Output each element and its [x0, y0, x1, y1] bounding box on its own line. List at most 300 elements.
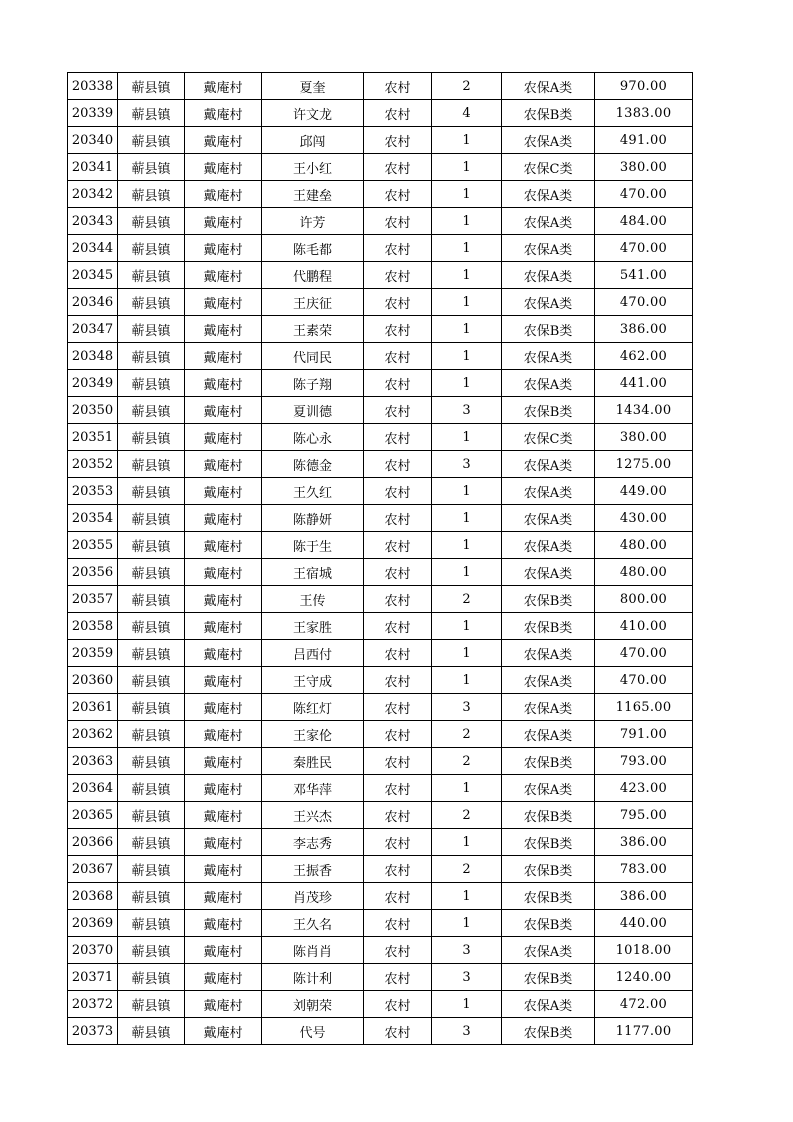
category-cell: 农保A类 [502, 73, 595, 100]
village-cell: 戴庵村 [185, 316, 262, 343]
record-id-cell: 20343 [68, 208, 118, 235]
table-row [68, 100, 693, 127]
amount-cell: 800.00 [595, 586, 693, 613]
town-cell: 蕲县镇 [118, 856, 185, 883]
village-cell: 戴庵村 [185, 208, 262, 235]
area-type-cell: 农村 [364, 532, 432, 559]
table-row [68, 721, 693, 748]
area-type-cell: 农村 [364, 289, 432, 316]
category-cell: 农保A类 [502, 937, 595, 964]
amount-cell: 380.00 [595, 424, 693, 451]
table-row [68, 208, 693, 235]
household-count-cell: 2 [432, 856, 502, 883]
area-type-cell: 农村 [364, 181, 432, 208]
amount-cell: 441.00 [595, 370, 693, 397]
village-cell: 戴庵村 [185, 586, 262, 613]
area-type-cell: 农村 [364, 73, 432, 100]
name-cell: 王家胜 [262, 613, 364, 640]
table-row [68, 505, 693, 532]
table-row [68, 235, 693, 262]
village-cell: 戴庵村 [185, 667, 262, 694]
name-cell: 王久名 [262, 910, 364, 937]
town-cell: 蕲县镇 [118, 748, 185, 775]
village-cell: 戴庵村 [185, 694, 262, 721]
record-id-cell: 20342 [68, 181, 118, 208]
name-cell: 秦胜民 [262, 748, 364, 775]
record-id-cell: 20360 [68, 667, 118, 694]
village-cell: 戴庵村 [185, 748, 262, 775]
table-row [68, 451, 693, 478]
household-count-cell: 1 [432, 775, 502, 802]
amount-cell: 470.00 [595, 235, 693, 262]
household-count-cell: 1 [432, 316, 502, 343]
household-count-cell: 1 [432, 235, 502, 262]
town-cell: 蕲县镇 [118, 181, 185, 208]
category-cell: 农保A类 [502, 991, 595, 1018]
village-cell: 戴庵村 [185, 424, 262, 451]
name-cell: 陈子翔 [262, 370, 364, 397]
area-type-cell: 农村 [364, 397, 432, 424]
table-row [68, 154, 693, 181]
record-id-cell: 20349 [68, 370, 118, 397]
area-type-cell: 农村 [364, 100, 432, 127]
amount-cell: 430.00 [595, 505, 693, 532]
town-cell: 蕲县镇 [118, 1018, 185, 1045]
category-cell: 农保A类 [502, 559, 595, 586]
household-count-cell: 4 [432, 100, 502, 127]
category-cell: 农保A类 [502, 478, 595, 505]
area-type-cell: 农村 [364, 748, 432, 775]
name-cell: 王家伦 [262, 721, 364, 748]
data-table [67, 72, 693, 1045]
town-cell: 蕲县镇 [118, 721, 185, 748]
household-count-cell: 1 [432, 370, 502, 397]
name-cell: 陈静妍 [262, 505, 364, 532]
amount-cell: 1383.00 [595, 100, 693, 127]
village-cell: 戴庵村 [185, 802, 262, 829]
name-cell: 王守成 [262, 667, 364, 694]
household-count-cell: 1 [432, 532, 502, 559]
town-cell: 蕲县镇 [118, 532, 185, 559]
area-type-cell: 农村 [364, 262, 432, 289]
amount-cell: 386.00 [595, 316, 693, 343]
name-cell: 李志秀 [262, 829, 364, 856]
name-cell: 吕西付 [262, 640, 364, 667]
area-type-cell: 农村 [364, 829, 432, 856]
household-count-cell: 2 [432, 73, 502, 100]
category-cell: 农保A类 [502, 532, 595, 559]
table-row [68, 613, 693, 640]
record-id-cell: 20367 [68, 856, 118, 883]
area-type-cell: 农村 [364, 1018, 432, 1045]
household-count-cell: 1 [432, 424, 502, 451]
household-count-cell: 3 [432, 937, 502, 964]
town-cell: 蕲县镇 [118, 73, 185, 100]
record-id-cell: 20369 [68, 910, 118, 937]
area-type-cell: 农村 [364, 154, 432, 181]
record-id-cell: 20340 [68, 127, 118, 154]
town-cell: 蕲县镇 [118, 964, 185, 991]
amount-cell: 1434.00 [595, 397, 693, 424]
town-cell: 蕲县镇 [118, 397, 185, 424]
category-cell: 农保B类 [502, 829, 595, 856]
table-row [68, 964, 693, 991]
amount-cell: 791.00 [595, 721, 693, 748]
household-count-cell: 1 [432, 559, 502, 586]
record-id-cell: 20353 [68, 478, 118, 505]
record-id-cell: 20355 [68, 532, 118, 559]
table-row [68, 397, 693, 424]
village-cell: 戴庵村 [185, 829, 262, 856]
amount-cell: 470.00 [595, 289, 693, 316]
village-cell: 戴庵村 [185, 127, 262, 154]
record-id-cell: 20357 [68, 586, 118, 613]
name-cell: 陈肖肖 [262, 937, 364, 964]
village-cell: 戴庵村 [185, 910, 262, 937]
amount-cell: 1275.00 [595, 451, 693, 478]
amount-cell: 484.00 [595, 208, 693, 235]
record-id-cell: 20350 [68, 397, 118, 424]
household-count-cell: 2 [432, 586, 502, 613]
category-cell: 农保A类 [502, 181, 595, 208]
table-row [68, 73, 693, 100]
household-count-cell: 1 [432, 127, 502, 154]
name-cell: 陈计利 [262, 964, 364, 991]
table-row [68, 586, 693, 613]
area-type-cell: 农村 [364, 964, 432, 991]
name-cell: 许芳 [262, 208, 364, 235]
village-cell: 戴庵村 [185, 640, 262, 667]
name-cell: 陈毛都 [262, 235, 364, 262]
town-cell: 蕲县镇 [118, 208, 185, 235]
record-id-cell: 20347 [68, 316, 118, 343]
name-cell: 王兴杰 [262, 802, 364, 829]
table-row [68, 883, 693, 910]
category-cell: 农保A类 [502, 694, 595, 721]
record-id-cell: 20339 [68, 100, 118, 127]
name-cell: 王振香 [262, 856, 364, 883]
town-cell: 蕲县镇 [118, 937, 185, 964]
town-cell: 蕲县镇 [118, 559, 185, 586]
name-cell: 许文龙 [262, 100, 364, 127]
amount-cell: 380.00 [595, 154, 693, 181]
table-row [68, 748, 693, 775]
category-cell: 农保A类 [502, 721, 595, 748]
category-cell: 农保A类 [502, 370, 595, 397]
amount-cell: 1240.00 [595, 964, 693, 991]
household-count-cell: 1 [432, 829, 502, 856]
table-row [68, 316, 693, 343]
name-cell: 邱闯 [262, 127, 364, 154]
area-type-cell: 农村 [364, 883, 432, 910]
category-cell: 农保B类 [502, 910, 595, 937]
amount-cell: 1165.00 [595, 694, 693, 721]
table-row [68, 1018, 693, 1045]
village-cell: 戴庵村 [185, 532, 262, 559]
village-cell: 戴庵村 [185, 370, 262, 397]
table-row [68, 370, 693, 397]
village-cell: 戴庵村 [185, 883, 262, 910]
amount-cell: 491.00 [595, 127, 693, 154]
category-cell: 农保B类 [502, 748, 595, 775]
name-cell: 王素荣 [262, 316, 364, 343]
town-cell: 蕲县镇 [118, 667, 185, 694]
category-cell: 农保A类 [502, 289, 595, 316]
category-cell: 农保A类 [502, 451, 595, 478]
area-type-cell: 农村 [364, 370, 432, 397]
village-cell: 戴庵村 [185, 721, 262, 748]
record-id-cell: 20341 [68, 154, 118, 181]
village-cell: 戴庵村 [185, 73, 262, 100]
village-cell: 戴庵村 [185, 397, 262, 424]
amount-cell: 1018.00 [595, 937, 693, 964]
name-cell: 王建垒 [262, 181, 364, 208]
town-cell: 蕲县镇 [118, 316, 185, 343]
village-cell: 戴庵村 [185, 964, 262, 991]
category-cell: 农保A类 [502, 235, 595, 262]
amount-cell: 470.00 [595, 640, 693, 667]
category-cell: 农保A类 [502, 505, 595, 532]
amount-cell: 472.00 [595, 991, 693, 1018]
household-count-cell: 1 [432, 505, 502, 532]
village-cell: 戴庵村 [185, 559, 262, 586]
amount-cell: 462.00 [595, 343, 693, 370]
area-type-cell: 农村 [364, 343, 432, 370]
category-cell: 农保A类 [502, 127, 595, 154]
category-cell: 农保A类 [502, 208, 595, 235]
name-cell: 肖茂珍 [262, 883, 364, 910]
household-count-cell: 3 [432, 451, 502, 478]
town-cell: 蕲县镇 [118, 235, 185, 262]
table-body [68, 73, 693, 1045]
area-type-cell: 农村 [364, 316, 432, 343]
area-type-cell: 农村 [364, 586, 432, 613]
amount-cell: 470.00 [595, 181, 693, 208]
area-type-cell: 农村 [364, 208, 432, 235]
name-cell: 王小红 [262, 154, 364, 181]
amount-cell: 970.00 [595, 73, 693, 100]
record-id-cell: 20352 [68, 451, 118, 478]
area-type-cell: 农村 [364, 613, 432, 640]
table-row [68, 856, 693, 883]
table-row [68, 937, 693, 964]
table-row [68, 289, 693, 316]
category-cell: 农保C类 [502, 424, 595, 451]
household-count-cell: 1 [432, 208, 502, 235]
area-type-cell: 农村 [364, 451, 432, 478]
amount-cell: 795.00 [595, 802, 693, 829]
amount-cell: 440.00 [595, 910, 693, 937]
amount-cell: 480.00 [595, 532, 693, 559]
category-cell: 农保A类 [502, 667, 595, 694]
village-cell: 戴庵村 [185, 100, 262, 127]
household-count-cell: 1 [432, 883, 502, 910]
amount-cell: 410.00 [595, 613, 693, 640]
area-type-cell: 农村 [364, 991, 432, 1018]
name-cell: 夏奎 [262, 73, 364, 100]
village-cell: 戴庵村 [185, 154, 262, 181]
village-cell: 戴庵村 [185, 613, 262, 640]
household-count-cell: 2 [432, 802, 502, 829]
name-cell: 陈德金 [262, 451, 364, 478]
household-count-cell: 1 [432, 181, 502, 208]
village-cell: 戴庵村 [185, 343, 262, 370]
record-id-cell: 20362 [68, 721, 118, 748]
village-cell: 戴庵村 [185, 991, 262, 1018]
record-id-cell: 20356 [68, 559, 118, 586]
area-type-cell: 农村 [364, 640, 432, 667]
village-cell: 戴庵村 [185, 1018, 262, 1045]
name-cell: 陈于生 [262, 532, 364, 559]
table-row [68, 667, 693, 694]
record-id-cell: 20354 [68, 505, 118, 532]
town-cell: 蕲县镇 [118, 154, 185, 181]
category-cell: 农保A类 [502, 640, 595, 667]
town-cell: 蕲县镇 [118, 478, 185, 505]
area-type-cell: 农村 [364, 694, 432, 721]
table-row [68, 181, 693, 208]
category-cell: 农保B类 [502, 397, 595, 424]
amount-cell: 449.00 [595, 478, 693, 505]
record-id-cell: 20373 [68, 1018, 118, 1045]
table-row [68, 640, 693, 667]
area-type-cell: 农村 [364, 856, 432, 883]
amount-cell: 386.00 [595, 829, 693, 856]
amount-cell: 386.00 [595, 883, 693, 910]
village-cell: 戴庵村 [185, 289, 262, 316]
record-id-cell: 20372 [68, 991, 118, 1018]
name-cell: 王传 [262, 586, 364, 613]
amount-cell: 1177.00 [595, 1018, 693, 1045]
area-type-cell: 农村 [364, 235, 432, 262]
town-cell: 蕲县镇 [118, 991, 185, 1018]
record-id-cell: 20364 [68, 775, 118, 802]
town-cell: 蕲县镇 [118, 640, 185, 667]
household-count-cell: 3 [432, 397, 502, 424]
town-cell: 蕲县镇 [118, 694, 185, 721]
record-id-cell: 20345 [68, 262, 118, 289]
table-row [68, 775, 693, 802]
household-count-cell: 1 [432, 154, 502, 181]
table-row [68, 127, 693, 154]
category-cell: 农保B类 [502, 883, 595, 910]
area-type-cell: 农村 [364, 559, 432, 586]
name-cell: 夏训德 [262, 397, 364, 424]
amount-cell: 480.00 [595, 559, 693, 586]
category-cell: 农保B类 [502, 802, 595, 829]
record-id-cell: 20366 [68, 829, 118, 856]
town-cell: 蕲县镇 [118, 883, 185, 910]
name-cell: 刘朝荣 [262, 991, 364, 1018]
household-count-cell: 1 [432, 262, 502, 289]
household-count-cell: 3 [432, 1018, 502, 1045]
household-count-cell: 3 [432, 694, 502, 721]
category-cell: 农保C类 [502, 154, 595, 181]
table-row [68, 343, 693, 370]
area-type-cell: 农村 [364, 937, 432, 964]
area-type-cell: 农村 [364, 127, 432, 154]
town-cell: 蕲县镇 [118, 775, 185, 802]
amount-cell: 793.00 [595, 748, 693, 775]
table-row [68, 910, 693, 937]
town-cell: 蕲县镇 [118, 505, 185, 532]
village-cell: 戴庵村 [185, 181, 262, 208]
town-cell: 蕲县镇 [118, 829, 185, 856]
record-id-cell: 20370 [68, 937, 118, 964]
household-count-cell: 1 [432, 910, 502, 937]
amount-cell: 470.00 [595, 667, 693, 694]
record-id-cell: 20368 [68, 883, 118, 910]
name-cell: 王庆征 [262, 289, 364, 316]
category-cell: 农保B类 [502, 316, 595, 343]
category-cell: 农保B类 [502, 613, 595, 640]
household-count-cell: 2 [432, 748, 502, 775]
table-row [68, 262, 693, 289]
town-cell: 蕲县镇 [118, 451, 185, 478]
category-cell: 农保B类 [502, 586, 595, 613]
category-cell: 农保A类 [502, 343, 595, 370]
table-row [68, 559, 693, 586]
record-id-cell: 20361 [68, 694, 118, 721]
town-cell: 蕲县镇 [118, 424, 185, 451]
town-cell: 蕲县镇 [118, 127, 185, 154]
household-count-cell: 1 [432, 640, 502, 667]
household-count-cell: 1 [432, 991, 502, 1018]
town-cell: 蕲县镇 [118, 343, 185, 370]
village-cell: 戴庵村 [185, 235, 262, 262]
name-cell: 陈红灯 [262, 694, 364, 721]
name-cell: 代鹏程 [262, 262, 364, 289]
record-id-cell: 20359 [68, 640, 118, 667]
village-cell: 戴庵村 [185, 505, 262, 532]
category-cell: 农保B类 [502, 1018, 595, 1045]
area-type-cell: 农村 [364, 802, 432, 829]
name-cell: 王宿城 [262, 559, 364, 586]
area-type-cell: 农村 [364, 505, 432, 532]
village-cell: 戴庵村 [185, 451, 262, 478]
village-cell: 戴庵村 [185, 262, 262, 289]
name-cell: 陈心永 [262, 424, 364, 451]
category-cell: 农保A类 [502, 775, 595, 802]
table-row [68, 694, 693, 721]
category-cell: 农保B类 [502, 964, 595, 991]
category-cell: 农保B类 [502, 100, 595, 127]
record-id-cell: 20346 [68, 289, 118, 316]
category-cell: 农保A类 [502, 262, 595, 289]
record-id-cell: 20338 [68, 73, 118, 100]
amount-cell: 423.00 [595, 775, 693, 802]
town-cell: 蕲县镇 [118, 802, 185, 829]
household-count-cell: 1 [432, 613, 502, 640]
record-id-cell: 20344 [68, 235, 118, 262]
record-id-cell: 20351 [68, 424, 118, 451]
name-cell: 王久红 [262, 478, 364, 505]
village-cell: 戴庵村 [185, 937, 262, 964]
household-count-cell: 1 [432, 289, 502, 316]
area-type-cell: 农村 [364, 478, 432, 505]
table-row [68, 802, 693, 829]
table-row [68, 532, 693, 559]
area-type-cell: 农村 [364, 721, 432, 748]
household-count-cell: 1 [432, 478, 502, 505]
table-row [68, 478, 693, 505]
village-cell: 戴庵村 [185, 775, 262, 802]
town-cell: 蕲县镇 [118, 289, 185, 316]
town-cell: 蕲县镇 [118, 586, 185, 613]
town-cell: 蕲县镇 [118, 370, 185, 397]
record-id-cell: 20363 [68, 748, 118, 775]
amount-cell: 783.00 [595, 856, 693, 883]
